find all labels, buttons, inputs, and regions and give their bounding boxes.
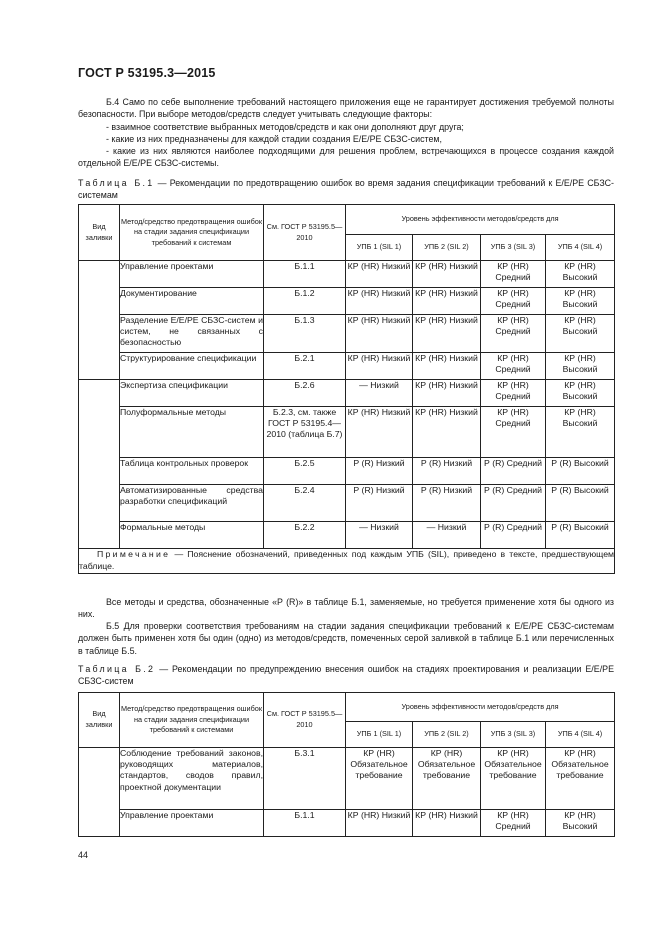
ref-cell: Б.2.5 [264,458,346,485]
intro-paragraph: Б.4 Само по себе выполнение требований настоящего приложения еще не гарантирует достижения требуемой полноты безопасности. При выборе методов/средств следует учитывать следующие факторы: [78,97,614,120]
table1-header-ref: См. ГОСТ Р 53195.5—2010 [264,205,346,261]
value-cell: Р (R) Низкий [413,485,481,522]
method-cell: Управление проектами [120,261,264,288]
table2-header-method: Метод/средство предотвращения ошибок на стадии задания спецификации требований к системами [120,693,264,748]
mid-paragraph-1: Все методы и средства, обозначенные «Р (R)» в таблице Б.1, заменяемые, но требуется применение хотя бы одного из них. [78,597,614,620]
method-cell: Формальные методы [120,522,264,549]
value-cell: КР (HR) Обязательное требование [481,748,546,810]
table2 [78,692,615,837]
table2-caption: Таблица Б.2 — Рекомендации по предупреждению внесения ошибок на стадиях проектирования и реализации E/E/PE СБЗС-систем [78,664,615,687]
value-cell: Р (R) Низкий [413,458,481,485]
value-cell: КР (HR) Низкий [413,810,481,837]
method-cell: Разделение E/E/PE СБЗС-систем и систем, не связанных с безопасностью [120,315,264,353]
shade-cell [79,380,120,549]
method-cell: Документирование [120,288,264,315]
table-row [79,353,615,380]
value-cell: КР (HR) Средний [481,810,546,837]
value-cell: — Низкий [413,522,481,549]
table1-note: Примечание — Пояснение обозначений, приведенных под каждым УПБ (SIL), приведено в тексте, предшествующем таблице. [79,549,615,574]
value-cell: Р (R) Высокий [546,458,615,485]
value-cell: КР (HR) Высокий [546,810,615,837]
value-cell: КР (HR) Обязательное требование [346,748,413,810]
table1-header-method: Метод/средство предотвращения ошибок на стадии задания спецификации требований к системам [120,205,264,261]
value-cell: КР (HR) Низкий [413,315,481,353]
method-cell: Структурирование спецификации [120,353,264,380]
table2-header-upb1: УПБ 1 (SIL 1) [346,722,413,748]
value-cell: КР (HR) Высокий [546,315,615,353]
value-cell: КР (HR) Низкий [346,315,413,353]
table-row [79,522,615,549]
ref-cell: Б.2.4 [264,485,346,522]
table-row [79,261,615,288]
value-cell: Р (R) Средний [481,458,546,485]
table1 [78,204,615,574]
value-cell: КР (HR) Высокий [546,407,615,458]
ref-cell: Б.2.3, см. также ГОСТ Р 53195.4—2010 (таблица Б.7) [264,407,346,458]
table1-header-shade: Вид заливки [79,205,120,261]
table-row [79,810,615,837]
value-cell: — Низкий [346,522,413,549]
table2-header-upb2: УПБ 2 (SIL 2) [413,722,481,748]
shade-cell [79,748,120,837]
ref-cell: Б.2.1 [264,353,346,380]
intro-bullet-3: - какие из них являются наиболее подходящими для решения проблем, встречающихся в процессе создания каждой отдельной E/E/PE СБЗС-системы. [78,146,614,169]
value-cell: КР (HR) Средний [481,407,546,458]
value-cell: КР (HR) Высокий [546,353,615,380]
table1-header-upb2: УПБ 2 (SIL 2) [413,235,481,261]
mid-paragraph-2: Б.5 Для проверки соответствия требованиям на стадии задания спецификации требований к E/E/PE СБЗС-системам должен быть применен хотя бы один (одно) из методов/средств, помеченных серой заливкой в таблице Б.1 или перечисленных в таблице Б.5. [78,621,614,656]
value-cell: КР (HR) Средний [481,315,546,353]
table-row [79,485,615,522]
value-cell: Р (R) Средний [481,485,546,522]
value-cell: КР (HR) Низкий [346,261,413,288]
ref-cell: Б.1.1 [264,810,346,837]
method-cell: Соблюдение требований законов, руководящих материалов, стандартов, сводов правил, проектной документации [120,748,264,810]
page-number: 44 [78,850,89,860]
ref-cell: Б.1.1 [264,261,346,288]
ref-cell: Б.3.1 [264,748,346,810]
value-cell: КР (HR) Низкий [346,407,413,458]
table-row [79,288,615,315]
table2-header-upb3: УПБ 3 (SIL 3) [481,722,546,748]
method-cell: Экспертиза спецификации [120,380,264,407]
value-cell: КР (HR) Обязательное требование [546,748,615,810]
table1-header-upb3: УПБ 3 (SIL 3) [481,235,546,261]
table1-header-upb4: УПБ 4 (SIL 4) [546,235,615,261]
method-cell: Таблица контрольных проверок [120,458,264,485]
table2-header-upb4: УПБ 4 (SIL 4) [546,722,615,748]
value-cell: Р (R) Низкий [346,458,413,485]
table-note-row [79,549,615,574]
value-cell: КР (HR) Высокий [546,261,615,288]
intro-bullet-2: - какие из них предназначены для каждой стадии создания E/E/PE СБЗС-систем, [106,134,442,144]
method-cell: Автоматизированные средства разработки спецификаций [120,485,264,522]
value-cell: Р (R) Средний [481,522,546,549]
value-cell: КР (HR) Низкий [346,810,413,837]
table2-header-ref: См. ГОСТ Р 53195.5—2010 [264,693,346,748]
document-header: ГОСТ Р 53195.3—2015 [78,66,216,80]
value-cell: КР (HR) Низкий [346,353,413,380]
method-cell: Управление проектами [120,810,264,837]
table-row [79,380,615,407]
table-row [79,458,615,485]
value-cell: КР (HR) Средний [481,380,546,407]
value-cell: КР (HR) Низкий [413,407,481,458]
value-cell: — Низкий [346,380,413,407]
value-cell: КР (HR) Низкий [413,380,481,407]
value-cell: КР (HR) Низкий [346,288,413,315]
shade-cell [79,261,120,380]
ref-cell: Б.1.3 [264,315,346,353]
table2-header-shade: Вид заливки [79,693,120,748]
value-cell: КР (HR) Низкий [413,288,481,315]
value-cell: КР (HR) Низкий [413,261,481,288]
value-cell: КР (HR) Высокий [546,288,615,315]
value-cell: КР (HR) Средний [481,261,546,288]
method-cell: Полуформальные методы [120,407,264,458]
value-cell: КР (HR) Средний [481,288,546,315]
ref-cell: Б.2.2 [264,522,346,549]
table-row [79,407,615,458]
intro-bullet-1: - взаимное соответствие выбранных методов/средств и как они дополняют друг друга; [106,122,464,132]
table1-header-level: Уровень эффективности методов/средств для [346,205,615,235]
value-cell: КР (HR) Высокий [546,380,615,407]
table-row [79,315,615,353]
table2-header-level: Уровень эффективности методов/средств для [346,693,615,722]
table1-header-upb1: УПБ 1 (SIL 1) [346,235,413,261]
value-cell: Р (R) Низкий [346,485,413,522]
table1-caption: Таблица Б.1 — Рекомендации по предотвращению ошибок во время задания спецификации требований к E/E/PE СБЗС-системам [78,178,615,201]
ref-cell: Б.1.2 [264,288,346,315]
value-cell: КР (HR) Обязательное требование [413,748,481,810]
ref-cell: Б.2.6 [264,380,346,407]
value-cell: Р (R) Высокий [546,485,615,522]
table-row [79,748,615,810]
value-cell: Р (R) Высокий [546,522,615,549]
value-cell: КР (HR) Низкий [413,353,481,380]
value-cell: КР (HR) Средний [481,353,546,380]
